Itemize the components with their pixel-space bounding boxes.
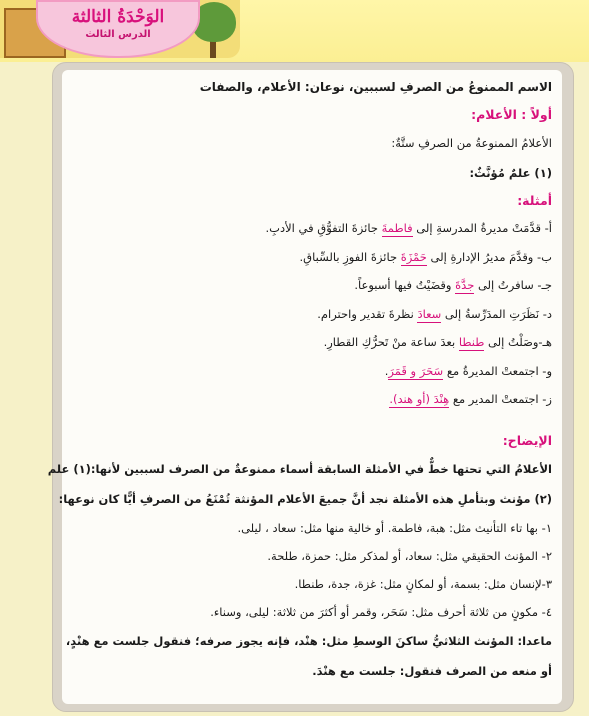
example-text: وقضَيْتُ فيها أسبوعاً. xyxy=(354,278,456,292)
underlined-name: جدَّةَ xyxy=(455,278,475,292)
example-h xyxy=(72,328,552,357)
section-heading-proper-nouns: أولاً : الأعلام: xyxy=(471,107,552,122)
underlined-name: هِنْدَ (أو هند). xyxy=(389,392,450,406)
spacer xyxy=(72,414,552,428)
example-text: بعدَ ساعة منْ تَحرُّكِ القطارِ. xyxy=(323,335,459,349)
underlined-name: حَمْزَةَ xyxy=(400,249,427,264)
example-text: جائزةَ التفوُّقِ في الأدبِ. xyxy=(265,221,382,235)
explanation-point-3: ٣-لإنسان مثل: بسمة، أو لمكانٍ مثل: غزة، جدة، طنطا. xyxy=(294,576,552,591)
unit-title: الوَحْدَةُ الثالثة xyxy=(71,7,165,27)
example-w xyxy=(72,357,552,386)
underlined-name: فاطمةَ xyxy=(381,221,413,235)
underlined-name: طنطا xyxy=(458,335,485,349)
exception-note-2: أو منعه من الصرف فنقول: جلست مع هنْدَ. xyxy=(312,663,552,678)
section-text: الأعلامُ الممنوعةُ من الصرفِ ستَّةٌ: xyxy=(391,136,552,150)
example-text: جائزةَ الفوزِ بالسِّباقِ. xyxy=(299,249,401,264)
lesson-sheet xyxy=(47,70,562,704)
example-text: هـ-وصَلْتُ إلى xyxy=(484,335,552,349)
explanation-point-4: ٤- مكونٍ من ثلاثة أحرف مثل: سَحَر، وقمر أو أكثرَ من ثلاثة: ليلى، وسناء. xyxy=(210,604,552,619)
explanation-point-2: ٢- المؤنث الحقيقي مثل: سعاد، أو لمذكر مثل: حمزة، طلحة. xyxy=(267,548,552,563)
lesson-label: الدرس الثالث xyxy=(85,29,151,40)
explanation-heading: الإيضاح: xyxy=(502,432,552,448)
example-text: جـ- سافرتُ إلى xyxy=(474,278,552,292)
example-text: ز- اجتمعتْ المدير مع xyxy=(449,392,552,406)
example-c xyxy=(72,271,552,300)
underlined-name: سعادَ xyxy=(417,306,442,321)
underlined-name: سَحَرَ و قَمَرَ xyxy=(388,363,444,378)
example-z xyxy=(72,385,552,414)
example-text: د- نَظَرَتِ المدَرِّسةُ إلى xyxy=(441,306,552,321)
section-item-1: (١) علمٌ مُؤنَّثٌ: xyxy=(469,166,552,180)
exception-note-1: ماعدا: المؤنث الثلاثيُّ ساكنَ الوسطِ مثل: هنْد، فإنه يجوز صرفه؛ فنقول جلست مع هنْدٍ، xyxy=(65,633,552,648)
explanation-point-1: ١- بها تاء التأنيث مثل: هبة، فاطمة. أو خالية منها مثل: سعاد ، ليلى. xyxy=(237,520,552,535)
example-text: أ- قدَّمَتْ مديرةُ المدرسةِ إلى xyxy=(412,221,552,235)
example-a xyxy=(72,214,552,243)
example-text: نظرةَ تقدير واحترام. xyxy=(317,306,418,321)
example-text: و- اجتمعتْ المديرةُ مع xyxy=(443,363,552,378)
example-d xyxy=(72,300,552,329)
example-text: . xyxy=(384,363,389,378)
example-text: ب- وقدَّمَ مديرُ الإدارةِ إلى xyxy=(426,249,552,264)
intro-line: الاسم الممنوعُ من الصرفِ لسببين، نوعان: الأعلام، والصفات xyxy=(199,80,552,94)
examples-heading: أمثلة: xyxy=(517,193,552,208)
example-b xyxy=(72,243,552,272)
explanation-line-2: (٢) مؤنث وبتأملِ هذه الأمثلة نجد أنَّ جميعَ الأعلام المؤنثة تُمْنَعُ من الصرفِ أيًّا كان نوعها: xyxy=(58,491,552,506)
explanation-line-1: الأعلامُ التي تحتها خطٌّ في الأمثلة السابقة أسماء ممنوعةٌ من الصرف لسببين لأنها:(١) علم xyxy=(47,461,552,476)
